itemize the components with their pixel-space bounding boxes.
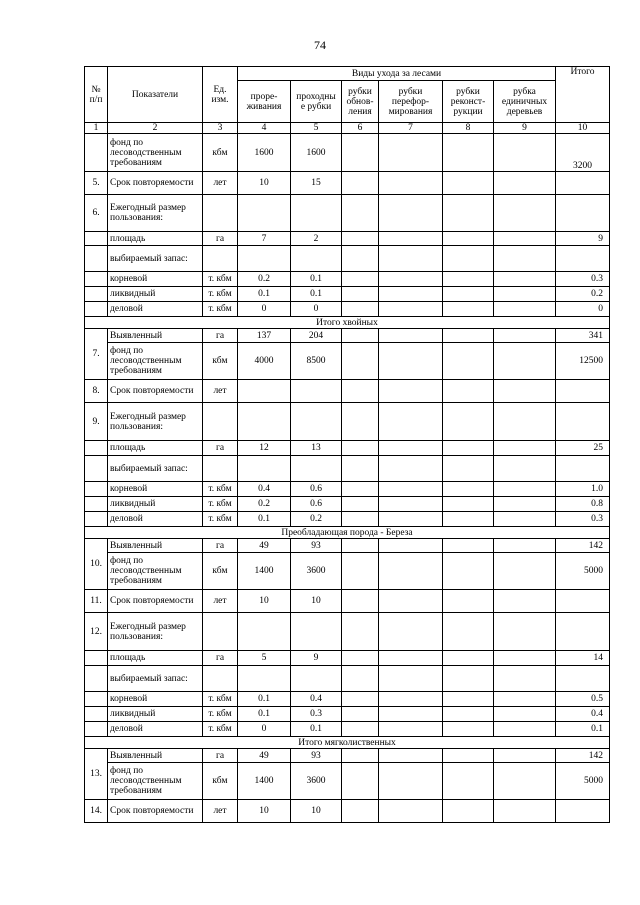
row-label: фонд по лесоводственным требованиям bbox=[108, 343, 203, 380]
row-label: Выявленный bbox=[108, 329, 203, 343]
row-label: корневой bbox=[108, 482, 203, 497]
cell-total: 25 bbox=[556, 441, 610, 456]
cell-value: 10 bbox=[238, 590, 291, 613]
row-label: корневой bbox=[108, 272, 203, 287]
cell-total: 0.1 bbox=[556, 722, 610, 737]
table-row bbox=[85, 287, 610, 302]
cell-value: 0.2 bbox=[291, 512, 342, 527]
header-type-single-trees: рубка единичных деревьев bbox=[494, 81, 556, 123]
cell-value: 0 bbox=[238, 302, 291, 317]
row-label: выбираемый запас: bbox=[108, 456, 203, 482]
cell-value: 15 bbox=[291, 172, 342, 195]
row-number: 6. bbox=[85, 195, 108, 232]
table-row bbox=[85, 272, 610, 287]
cell-value: 10 bbox=[291, 800, 342, 823]
cell-value: 12 bbox=[238, 441, 291, 456]
table-row bbox=[85, 707, 610, 722]
table-row bbox=[85, 692, 610, 707]
row-unit: кбм bbox=[203, 343, 238, 380]
table-row bbox=[85, 343, 610, 380]
cell-value: 0.1 bbox=[238, 512, 291, 527]
cell-total: 0.5 bbox=[556, 692, 610, 707]
cell-value: 5 bbox=[238, 651, 291, 666]
table-row bbox=[85, 749, 610, 763]
column-number: 6 bbox=[342, 123, 379, 134]
column-number: 8 bbox=[443, 123, 494, 134]
row-number: 8. bbox=[85, 380, 108, 403]
row-unit: т. кбм bbox=[203, 692, 238, 707]
header-unit: Ед. изм. bbox=[203, 67, 238, 123]
row-label: Ежегодный размер пользования: bbox=[108, 403, 203, 441]
cell-value: 10 bbox=[291, 590, 342, 613]
row-number: 12. bbox=[85, 613, 108, 651]
table-row bbox=[85, 380, 610, 403]
row-unit: т. кбм bbox=[203, 272, 238, 287]
row-unit: т. кбм bbox=[203, 707, 238, 722]
column-number: 2 bbox=[108, 123, 203, 134]
cell-total: 14 bbox=[556, 651, 610, 666]
row-label: площадь bbox=[108, 651, 203, 666]
cell-total: 142 bbox=[556, 749, 610, 763]
table-row bbox=[85, 456, 610, 482]
row-number: 11. bbox=[85, 590, 108, 613]
section-row bbox=[85, 527, 610, 539]
row-label: Выявленный bbox=[108, 539, 203, 553]
row-label: площадь bbox=[108, 441, 203, 456]
cell-value: 0.1 bbox=[238, 287, 291, 302]
row-unit: т. кбм bbox=[203, 287, 238, 302]
row-label: фонд по лесоводственным требованиям bbox=[108, 763, 203, 800]
table-row bbox=[85, 441, 610, 456]
row-number: 14. bbox=[85, 800, 108, 823]
row-label: ликвидный bbox=[108, 287, 203, 302]
row-label: деловой bbox=[108, 512, 203, 527]
row-unit: лет bbox=[203, 800, 238, 823]
table-row bbox=[85, 651, 610, 666]
cell-value: 0.6 bbox=[291, 482, 342, 497]
row-number: 9. bbox=[85, 403, 108, 441]
table-row bbox=[85, 553, 610, 590]
table-row bbox=[85, 302, 610, 317]
header-type-renewal: рубки обнов- ления bbox=[342, 81, 379, 123]
row-unit: га bbox=[203, 232, 238, 246]
row-number: 13. bbox=[85, 749, 108, 800]
cell-value: 0.4 bbox=[291, 692, 342, 707]
table-row bbox=[85, 590, 610, 613]
row-unit: лет bbox=[203, 172, 238, 195]
cell-value: 0.1 bbox=[291, 722, 342, 737]
cell-value: 0.2 bbox=[238, 272, 291, 287]
row-unit: т. кбм bbox=[203, 512, 238, 527]
header-total: Итого bbox=[556, 67, 610, 123]
header-care-types: Виды ухода за лесами bbox=[238, 67, 556, 81]
row-unit: га bbox=[203, 539, 238, 553]
table-row bbox=[85, 403, 610, 441]
row-unit: т. кбм bbox=[203, 482, 238, 497]
cell-value: 9 bbox=[291, 651, 342, 666]
cell-value: 10 bbox=[238, 172, 291, 195]
row-label: Срок повторяемости bbox=[108, 172, 203, 195]
table-row bbox=[85, 512, 610, 527]
cell-value: 49 bbox=[238, 749, 291, 763]
table-row bbox=[85, 195, 610, 232]
table-row bbox=[85, 497, 610, 512]
row-label: Ежегодный размер пользования: bbox=[108, 195, 203, 232]
table-row bbox=[85, 763, 610, 800]
table-row bbox=[85, 134, 610, 172]
table-row bbox=[85, 613, 610, 651]
row-label: Срок повторяемости bbox=[108, 590, 203, 613]
cell-value: 0.1 bbox=[291, 272, 342, 287]
table-row bbox=[85, 539, 610, 553]
column-number: 10 bbox=[556, 123, 610, 134]
header-type-passage: проходны е рубки bbox=[291, 81, 342, 123]
cell-value: 1600 bbox=[238, 134, 291, 172]
section-row bbox=[85, 737, 610, 749]
section-title: Преобладающая порода - Береза bbox=[85, 527, 610, 539]
section-title: Итого хвойных bbox=[85, 317, 610, 329]
row-label: ликвидный bbox=[108, 497, 203, 512]
cell-value: 7 bbox=[238, 232, 291, 246]
row-label: выбираемый запас: bbox=[108, 246, 203, 272]
cell-total: 9 bbox=[556, 232, 610, 246]
row-label: ликвидный bbox=[108, 707, 203, 722]
cell-value: 0.1 bbox=[238, 692, 291, 707]
column-number: 5 bbox=[291, 123, 342, 134]
cell-value: 0 bbox=[291, 302, 342, 317]
row-unit: га bbox=[203, 651, 238, 666]
row-label: площадь bbox=[108, 232, 203, 246]
cell-total: 0.3 bbox=[556, 272, 610, 287]
row-unit: лет bbox=[203, 590, 238, 613]
cell-total: 341 bbox=[556, 329, 610, 343]
cell-total: 0.4 bbox=[556, 707, 610, 722]
column-numbers-row bbox=[85, 123, 610, 134]
row-label: деловой bbox=[108, 722, 203, 737]
table-row bbox=[85, 482, 610, 497]
cell-value: 0.6 bbox=[291, 497, 342, 512]
row-label: Ежегодный размер пользования: bbox=[108, 613, 203, 651]
header-type-reformation: рубки перефор- мирования bbox=[379, 81, 443, 123]
table-row bbox=[85, 329, 610, 343]
cell-value: 0 bbox=[238, 722, 291, 737]
row-label: Срок повторяемости bbox=[108, 380, 203, 403]
cell-value: 1400 bbox=[238, 763, 291, 800]
cell-total: 0.3 bbox=[556, 512, 610, 527]
header-indicator: Показатели bbox=[108, 67, 203, 123]
table-row bbox=[85, 722, 610, 737]
cell-value: 2 bbox=[291, 232, 342, 246]
column-number: 7 bbox=[379, 123, 443, 134]
column-number: 9 bbox=[494, 123, 556, 134]
table-row bbox=[85, 172, 610, 195]
row-unit: га bbox=[203, 441, 238, 456]
header-num: № п/п bbox=[85, 67, 108, 123]
row-unit: т. кбм bbox=[203, 497, 238, 512]
row-unit: га bbox=[203, 329, 238, 343]
row-label: фонд по лесоводственным требованиям bbox=[108, 134, 203, 172]
cell-value: 1600 bbox=[291, 134, 342, 172]
page-number: 74 bbox=[314, 38, 326, 52]
cell-total: 0 bbox=[556, 302, 610, 317]
cell-total: 0.8 bbox=[556, 497, 610, 512]
row-unit: кбм bbox=[203, 134, 238, 172]
cell-value: 0.3 bbox=[291, 707, 342, 722]
header-type-reconstruction: рубки реконст- рукции bbox=[443, 81, 494, 123]
cell-value: 10 bbox=[238, 800, 291, 823]
cell-value: 8500 bbox=[291, 343, 342, 380]
section-row bbox=[85, 317, 610, 329]
cell-value: 0.2 bbox=[238, 497, 291, 512]
cell-total: 1.0 bbox=[556, 482, 610, 497]
header-row-1 bbox=[85, 67, 610, 81]
row-unit: га bbox=[203, 749, 238, 763]
table-row bbox=[85, 232, 610, 246]
cell-value: 0.1 bbox=[238, 707, 291, 722]
row-number: 10. bbox=[85, 539, 108, 590]
row-unit: кбм bbox=[203, 553, 238, 590]
table-row bbox=[85, 800, 610, 823]
cell-total: 5000 bbox=[556, 553, 610, 590]
header-type-thinning: проре- живания bbox=[238, 81, 291, 123]
forest-care-table bbox=[84, 66, 610, 823]
row-label: деловой bbox=[108, 302, 203, 317]
cell-value: 93 bbox=[291, 749, 342, 763]
cell-value: 204 bbox=[291, 329, 342, 343]
row-number: 7. bbox=[85, 329, 108, 380]
cell-value: 13 bbox=[291, 441, 342, 456]
row-unit: лет bbox=[203, 380, 238, 403]
cell-value: 0.1 bbox=[291, 287, 342, 302]
cell-value: 49 bbox=[238, 539, 291, 553]
cell-total: 3200 bbox=[556, 134, 610, 172]
cell-value: 0.4 bbox=[238, 482, 291, 497]
cell-total: 0.2 bbox=[556, 287, 610, 302]
row-unit: кбм bbox=[203, 763, 238, 800]
row-number: 5. bbox=[85, 172, 108, 195]
column-number: 4 bbox=[238, 123, 291, 134]
row-label: Выявленный bbox=[108, 749, 203, 763]
cell-value: 4000 bbox=[238, 343, 291, 380]
column-number: 3 bbox=[203, 123, 238, 134]
cell-total: 142 bbox=[556, 539, 610, 553]
table-row bbox=[85, 246, 610, 272]
row-unit: т. кбм bbox=[203, 722, 238, 737]
cell-value: 1400 bbox=[238, 553, 291, 590]
column-number: 1 bbox=[85, 123, 108, 134]
cell-total: 5000 bbox=[556, 763, 610, 800]
cell-total: 12500 bbox=[556, 343, 610, 380]
cell-value: 137 bbox=[238, 329, 291, 343]
row-label: фонд по лесоводственным требованиям bbox=[108, 553, 203, 590]
row-label: выбираемый запас: bbox=[108, 666, 203, 692]
row-label: корневой bbox=[108, 692, 203, 707]
cell-value: 3600 bbox=[291, 553, 342, 590]
row-label: Срок повторяемости bbox=[108, 800, 203, 823]
table-row bbox=[85, 666, 610, 692]
section-title: Итого мягколиственных bbox=[85, 737, 610, 749]
cell-value: 93 bbox=[291, 539, 342, 553]
cell-value: 3600 bbox=[291, 763, 342, 800]
row-unit: т. кбм bbox=[203, 302, 238, 317]
